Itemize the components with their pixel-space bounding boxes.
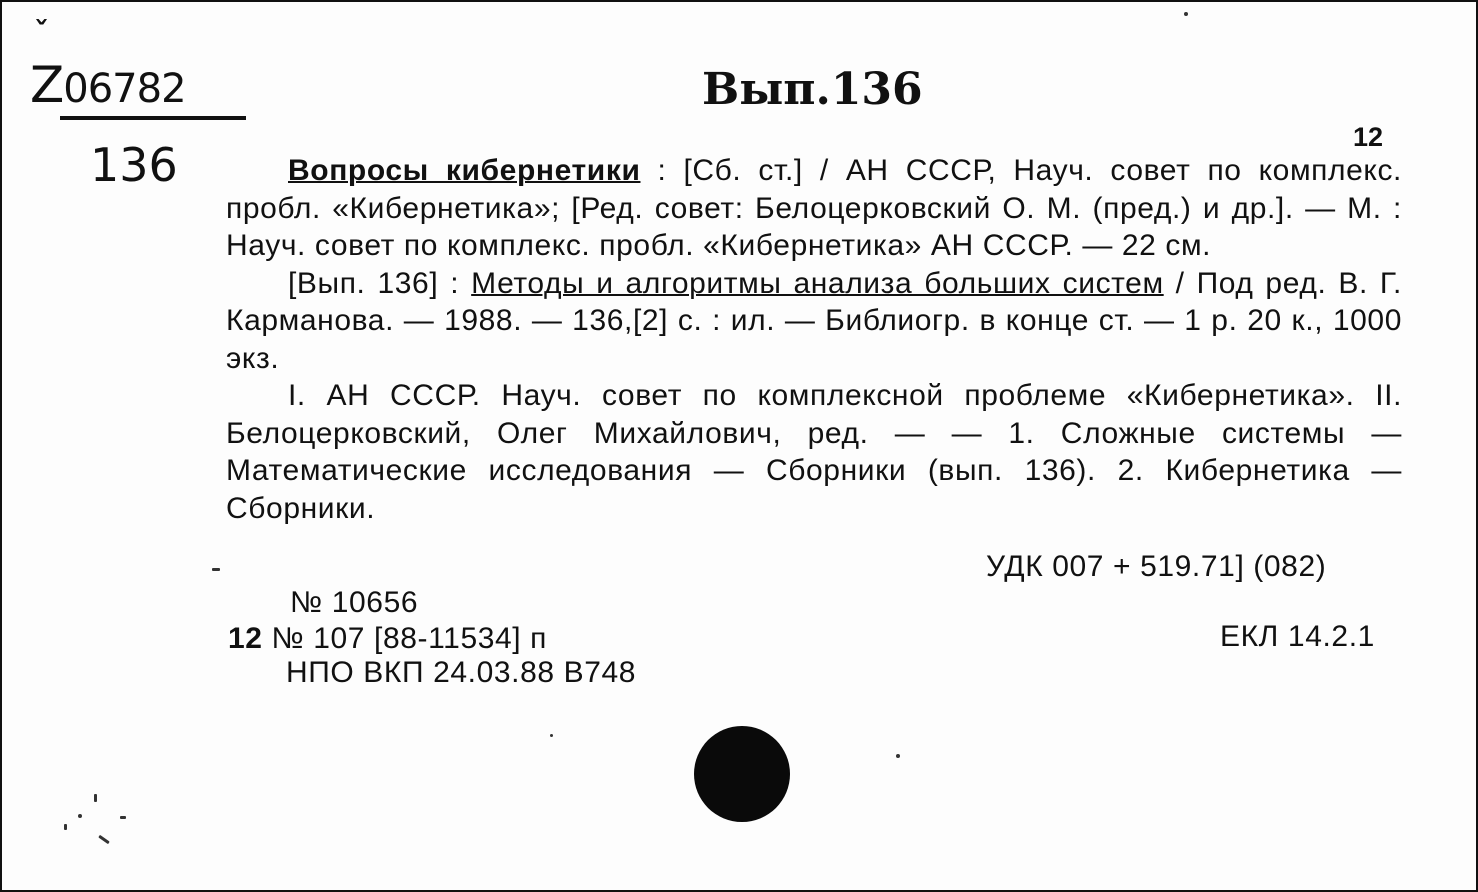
speck	[94, 794, 97, 802]
volume-description: / Под ред. В. Г. Карманова. — 1988. — 136,[2] с. : ил. — Библиогр. в конце ст. — 1 р. 20 к., 1000 экз.	[226, 266, 1402, 375]
volume-title: Методы и алгоритмы анализа больших систем	[471, 266, 1164, 300]
volume-prefix: [Вып. 136] :	[288, 266, 472, 300]
corner-number: 12	[1353, 122, 1384, 152]
entry-paragraph-3: I. АН СССР. Науч. совет по комплексной проблеме «Кибернетика». II. Белоцерковский, Олег Михайлович, ред. — — 1. Сложные системы — Математические исследования — Сборники (вып. 136). 2. Кибернетика — Сборники.	[226, 379, 1402, 525]
side-number: 136	[90, 138, 178, 192]
speck	[98, 835, 110, 844]
footer-line-1: № 10656	[290, 586, 419, 619]
accession-digits: 06782	[63, 66, 186, 112]
entry-paragraph-1	[226, 152, 1402, 265]
speck	[64, 824, 67, 830]
bibliographic-entry	[226, 152, 1402, 527]
speck	[120, 816, 126, 819]
caron-mark: ˇ	[34, 16, 49, 51]
speck	[550, 734, 553, 737]
accession-number	[30, 56, 186, 114]
entry-title: Вопросы кибернетики	[288, 154, 641, 187]
entry-description: : [Сб. ст.] / АН СССР, Науч. совет по комплекс. пробл. «Кибернетика»; [Ред. совет: Белоцерковский О. М. (пред.) и др.]. — М. : Науч. совет по комплекс. пробл. «Кибернетика» АН СССР. — 22 см.	[226, 154, 1402, 262]
punch-hole	[694, 726, 790, 822]
speck	[78, 814, 82, 818]
udk-code: УДК 007 + 519.71] (082)	[986, 550, 1327, 583]
speck	[1184, 12, 1188, 16]
accession-letter: Z	[30, 56, 64, 114]
footer-line-2	[228, 624, 547, 654]
header-title: Вып.136	[702, 64, 923, 115]
footer-line-2-text: № 107 [88-11534] п	[262, 622, 548, 655]
accession-underline	[60, 116, 246, 120]
speck	[212, 568, 220, 571]
footer-line-2-number: 12	[228, 622, 263, 655]
footer-line-3: НПО ВКП 24.03.88 В748	[286, 656, 637, 689]
ekl-code: ЕКЛ 14.2.1	[1220, 620, 1375, 653]
entry-paragraph-2	[226, 265, 1402, 378]
speck	[896, 754, 900, 758]
